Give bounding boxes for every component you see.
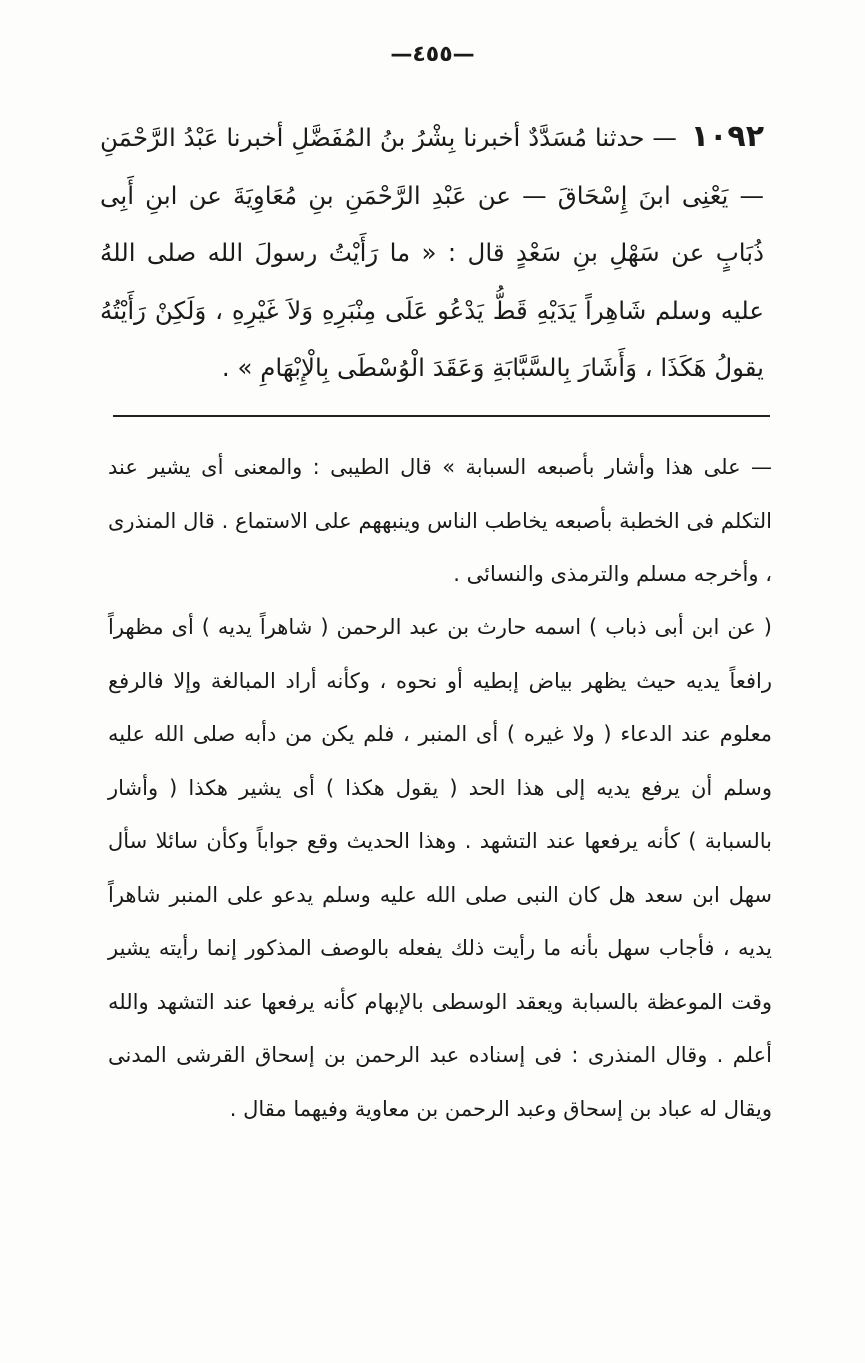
commentary-paragraph-1: — على هذا وأشار بأصبعه السبابة » قال الطيبى : والمعنى أى يشير عند التكلم فى الخطبة بأصبعه يخاطب الناس وينبههم على الاستماع . قال المنذرى ، وأخرجه مسلم والترمذى والنسائى . xyxy=(108,455,772,586)
hadith-text-block xyxy=(100,108,764,397)
footnote-divider xyxy=(113,415,770,417)
hadith-body: — حدثنا مُسَدَّدٌ أخبرنا بِشْرُ بنُ المُفَضَّلِ أخبرنا عَبْدُ الرَّحْمَنِ — يَعْنِى ابنَ إِسْحَاقَ — عن عَبْدِ الرَّحْمَنِ بنِ مُعَاوِيَةَ عن ابنِ أَبِى ذُبَابٍ عن سَهْلِ بنِ سَعْدٍ قال : « ما رَأَيْتُ رسولَ الله صلى اللهُ عليه وسلم شَاهِراً يَدَيْهِ قَطُّ يَدْعُو عَلَى مِنْبَرِهِ وَلاَ غَيْرِهِ ، وَلَكِنْ رَأَيْتُهُ يقولُ هَكَذَا ، وَأَشَارَ بِالسَّبَّابَةِ وَعَقَدَ الْوُسْطَى بِالْإِبْهَامِ » . xyxy=(100,123,764,382)
commentary-paragraph-2: ( عن ابن أبى ذباب ) اسمه حارث بن عبد الرحمن ( شاهراً يديه ) أى مظهراً رافعاً يديه حيث يظهر بياض إبطيه أو نحوه ، وكأنه أراد المبالغة وإلا فالرفع معلوم عند الدعاء ( ولا غيره ) أى المنبر ، فلم يكن من دأبه صلى الله عليه وسلم أن يرفع يديه إلى هذا الحد ( يقول هكذا ) أى يشير هكذا ( وأشار بالسبابة ) كأنه يرفعها عند التشهد . وهذا الحديث وقع جواباً وكأن سائلا سأل سهل ابن سعد هل كان النبى صلى الله عليه وسلم يدعو على المنبر شاهراً يديه ، فأجاب سهل بأنه ما رأيت ذلك يفعله بالوصف المذكور إنما رأيته يشير وقت الموعظة بالسبابة ويعقد الوسطى بالإبهام كأنه يرفعها عند التشهد والله أعلم . وقال المنذرى : فى إسناده عبد الرحمن بن إسحاق القرشى المدنى ويقال له عباد بن إسحاق وعبد الرحمن بن معاوية وفيهما مقال . xyxy=(108,615,772,1121)
page-number: —٤٥٥— xyxy=(390,42,475,67)
hadith-number: ١٠٩٢ xyxy=(690,119,765,154)
